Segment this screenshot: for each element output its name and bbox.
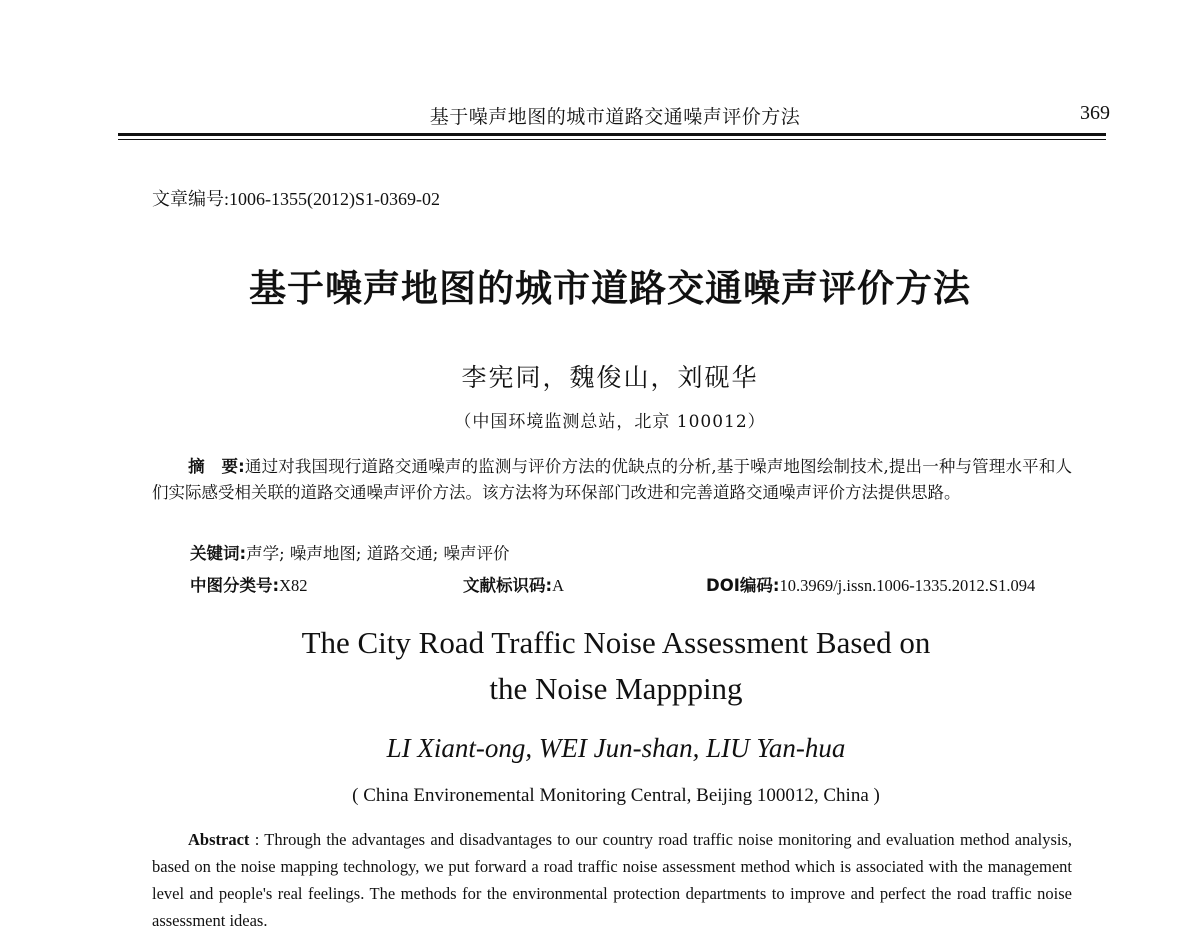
- classification-row: [190, 572, 1070, 596]
- chinese-affiliation: （中国环境监测总站，北京 100012）: [454, 412, 766, 432]
- doc-code-label: 文献标识码:: [463, 576, 553, 595]
- english-abstract-label: Abstract: [188, 830, 250, 849]
- doi-label: DOI编码:: [706, 576, 780, 595]
- article-number: 文章编号:1006-1355(2012)S1-0369-02: [152, 189, 440, 209]
- keywords-label: 关键词:: [190, 544, 247, 563]
- running-title: 基于噪声地图的城市道路交通噪声评价方法: [429, 106, 801, 128]
- english-title-line1: The City Road Traffic Noise Assessment Based on: [301, 625, 931, 660]
- page-number: 369: [1080, 102, 1110, 124]
- document-code: [463, 572, 564, 596]
- doi: [706, 572, 1035, 596]
- clc-value: X82: [279, 576, 308, 595]
- chinese-abstract-text: 通过对我国现行道路交通噪声的监测与评价方法的优缺点的分析,基于噪声地图绘制技术,提出一种与管理水平和人们实际感受相关联的道路交通噪声评价方法。该方法将为环保部门改进和完善道路交通噪声评价方法提供思路。: [152, 457, 1072, 502]
- english-title-line2: the Noise Mappping: [489, 671, 743, 706]
- english-authors: LI Xiant-ong, WEI Jun-shan, LIU Yan-hua: [386, 733, 846, 763]
- chinese-abstract-label: 摘 要:: [188, 457, 245, 476]
- english-abstract-text: : Through the advantages and disadvantages to our country road traffic noise monitoring and evaluation method analysis, based on the noise mapping technology, we put forward a road traffic noise assessment method which is associated with the management level and people's real feelings. The methods for the environmental protection departments to improve and perfect the road traffic noise assessment ideas.: [152, 830, 1073, 930]
- clc-label: 中图分类号:: [190, 576, 280, 595]
- doc-code-value: A: [552, 576, 565, 595]
- header-rule-thick: [118, 133, 1106, 136]
- chinese-keywords: [190, 540, 510, 564]
- header-rule-thin: [118, 139, 1106, 140]
- doi-value: 10.3969/j.issn.1006-1335.2012.S1.094: [779, 576, 1036, 595]
- keywords-text: 声学; 噪声地图; 道路交通; 噪声评价: [246, 544, 510, 563]
- english-affiliation: ( China Environemental Monitoring Central, Beijing 100012, China ): [352, 785, 880, 806]
- chinese-abstract: [152, 454, 1072, 506]
- english-title: [0, 620, 1200, 712]
- english-abstract: [152, 826, 1072, 934]
- chinese-authors: 李宪同，魏俊山，刘砚华: [461, 363, 759, 392]
- chinese-title: 基于噪声地图的城市道路交通噪声评价方法: [249, 267, 971, 310]
